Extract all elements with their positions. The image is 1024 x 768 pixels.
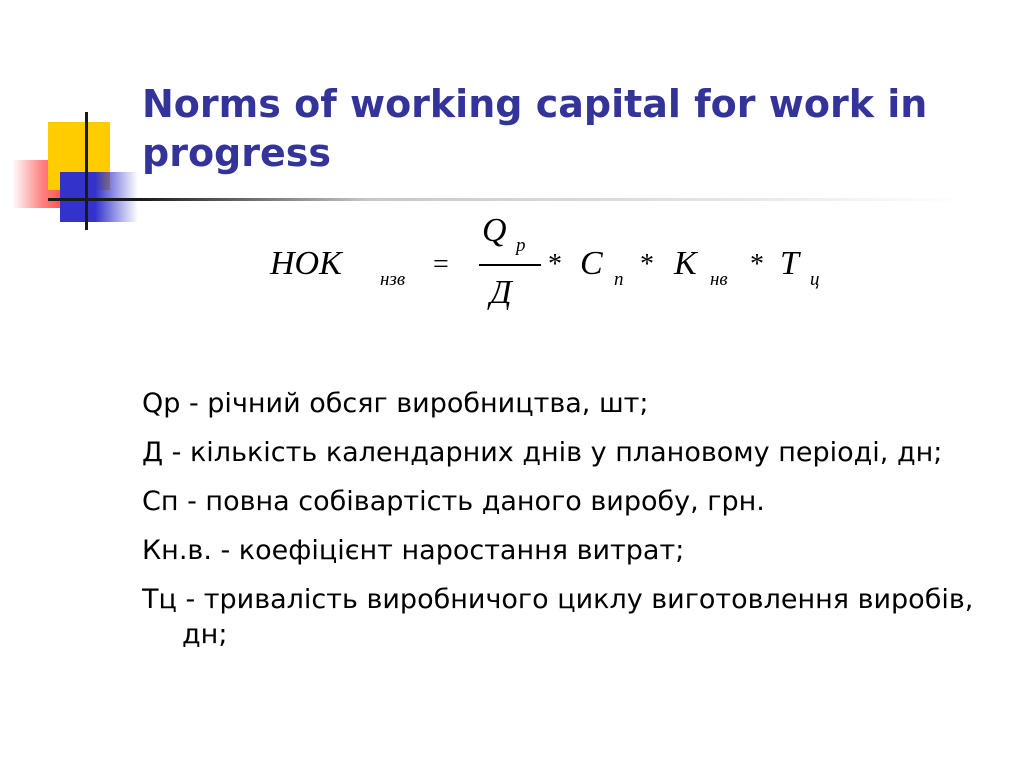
formula-numerator: Q: [482, 212, 507, 249]
formula-t-subscript: ц: [810, 269, 820, 290]
formula-denominator: Д: [490, 274, 512, 311]
formula-k-subscript: нв: [710, 269, 728, 290]
formula-multiply-1: *: [548, 249, 562, 280]
formula-multiply-2: *: [640, 249, 654, 280]
definition-d: Д - кількість календарних днів у плановому періоді, дн;: [142, 437, 943, 468]
definition-cp: Сп - повна собівартість даного виробу, грн.: [142, 486, 765, 517]
formula-lhs-subscript: нзв: [380, 269, 406, 290]
formula-c: С: [580, 245, 603, 282]
formula-lhs: НОК: [270, 245, 342, 282]
formula-k: К: [674, 245, 697, 282]
formula-multiply-3: *: [750, 249, 764, 280]
formula-equals: =: [433, 249, 449, 280]
definition-qr: Qр - річний обсяг виробництва, шт;: [142, 388, 649, 419]
formula-c-subscript: п: [614, 269, 624, 290]
slide-title: Norms of working capital for work in progress: [142, 82, 928, 175]
definition-knv: Кн.в. - коефіцієнт наростання витрат;: [142, 535, 685, 566]
definition-tc: Тц - тривалість виробничого циклу виготовлення виробів, дн;: [142, 584, 974, 650]
formula-numerator-subscript: р: [516, 235, 526, 256]
formula-t: Т: [780, 245, 799, 282]
definitions-list: [142, 386, 992, 666]
formula: [0, 0, 1024, 330]
fraction-bar: [479, 264, 541, 266]
